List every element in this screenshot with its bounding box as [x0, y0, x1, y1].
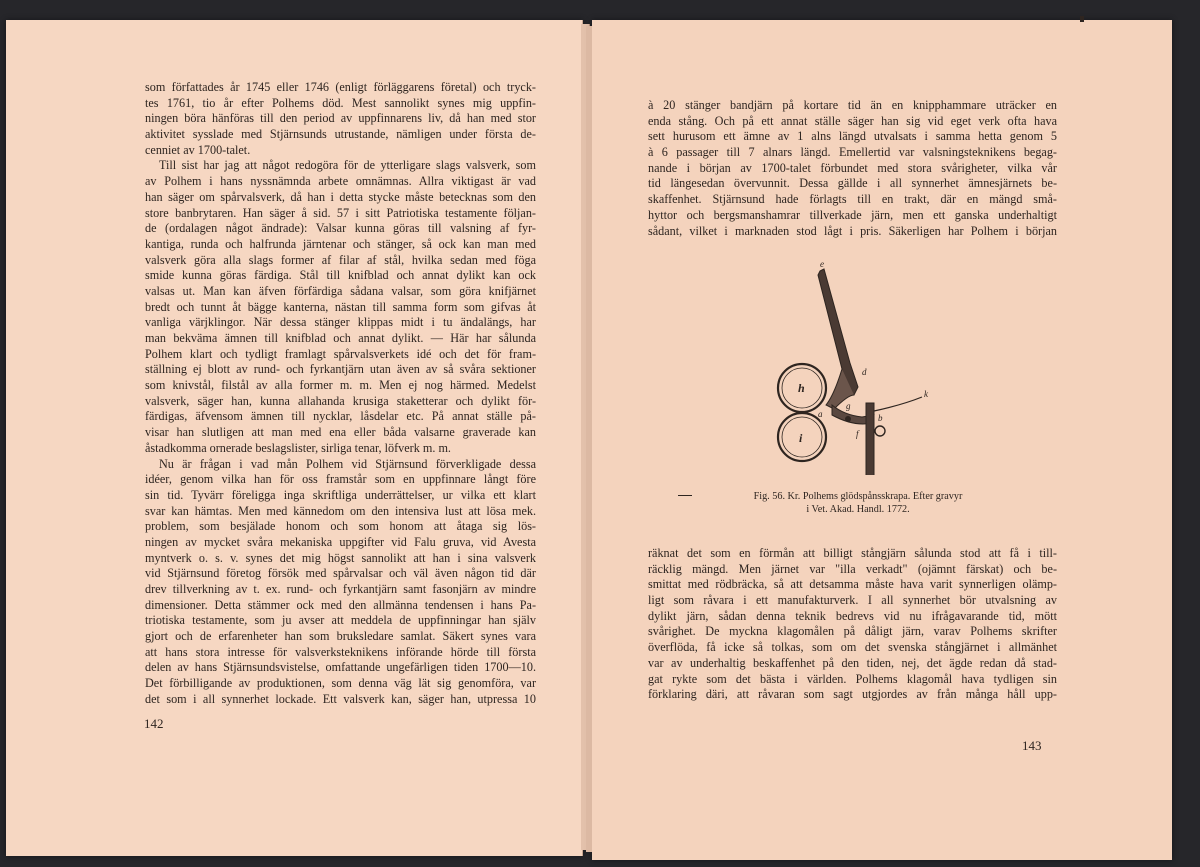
text-line: gat rykte som det bästa i världen. Polhems klagomål hava tydligen sin [648, 671, 1057, 686]
text-line: idéer, genom vilka han för oss framstår som en uppfinnare långt före [145, 472, 536, 487]
text-line: valsas ut. Man kan äfven förfärdiga sådana valsar, som göra knifjärnet [145, 283, 536, 298]
text-line: sådant, vilket i marknaden stod lågt i pris. Säkerligen har Polhem i början [648, 223, 1057, 238]
text-line: drev tillverkning av t. ex. rund- och fyrkantjärn samt fasonjärn av mindre [145, 582, 536, 596]
text-line: smittat med rödbräcka, så att detsamma måste hava varit synnerligen olämp- [648, 577, 1057, 592]
text-line: tid längesedan övervunnit. Dessa gällde i all synnerhet ämnesjärnets be- [648, 176, 1057, 191]
label-g: g [846, 401, 851, 411]
text-line: han säger om spårvalsverk, då han i detta stycke måste betecknas som den [145, 189, 536, 204]
text-line: av Polhem i hans nyssnämnda arbete omnämnas. Allra viktigast är vad [145, 174, 536, 189]
text-line: var av underhaltig beskaffenhet på den tiden, nej, det ägde redan då stad- [648, 655, 1057, 670]
text-line: dylikt järn, sådan denna teknik bedrevs vid nu ifrågavarande tid, mött [648, 608, 1057, 623]
figure-glodspansskrapa [762, 245, 962, 475]
text-line: räcklig mängd. Men järnet var "illa verkadt" (ojämnt färskat) och be- [648, 561, 1057, 576]
text-line: tes 1761, tio år efter Polhems död. Mest sannolikt synes mig uppfin- [145, 95, 536, 110]
text-line: nande i början av 1700-talet förbundet med stora svårigheter, vilka vår [648, 160, 1057, 175]
text-line: sett hurusom ett ämne av 1 alns längd utvalsats i samma hetta genom 5 [648, 129, 1057, 144]
figure-caption [668, 491, 1048, 516]
text-line: färdigas, äfvensom ämnen till nycklar, låsdelar etc. På annat ställe på- [145, 409, 536, 424]
text-line: svar kan hämtas. Men med kännedom om den intensiva lust att lösa mek. [145, 503, 536, 518]
text-line: kantiga, runda och halfrunda järntenar och stänger, så ock kan man med [145, 236, 536, 251]
text-line: problem, som besjälade honom och som honom att åtaga sig lös- [145, 519, 536, 534]
text-line: delen av hans Stjärnsundsvistelse, omfattande ungefärligen tiden 1700—10. [145, 660, 536, 675]
text-line: valsverk, säger han, kunna allahanda krusiga staketterar och dylikt för- [145, 393, 536, 408]
text-line: åstadkomma ornerade beslagslister, sirliga tenar, löfverk m. m. [145, 440, 451, 455]
text-line: cenniet av 1700-talet. [145, 142, 251, 157]
left-page-text [145, 80, 536, 708]
text-line: Till sist har jag att något redogöra för de ytterligare slags valsverk, som [159, 158, 536, 173]
text-line: valsverk göra alla slags former af filar af stål, hvilka sedan med föga [145, 252, 536, 267]
text-line: Nu är frågan i vad mån Polhem vid Stjärnsund förverkligade dessa [159, 456, 536, 471]
text-line: store banbrytaren. Han säger å sid. 57 i sitt Patriotiska testamente följan- [145, 205, 536, 220]
text-line: ställning ej blott av rund- och fyrkantjärn utan även av så svåra sektioner [145, 362, 536, 377]
text-line: triotiska testamente, som ju avser att meddela de uppfinningar han själv [145, 613, 536, 628]
page-number-right: 143 [1022, 738, 1042, 753]
text-line: de (ordalagen något ändrade): Valsar kunna göras till valsning af fyr- [145, 221, 536, 236]
text-line: skaffenhet. Stjärnsund hade förlagts till en trakt, där en mängd små- [648, 192, 1057, 207]
label-b: b [878, 413, 883, 423]
right-page [592, 20, 1172, 860]
left-page [6, 20, 583, 856]
label-e: e [820, 259, 824, 269]
text-line: hyttor och bergsmanshamrar tillverkade järn, men ett ganska underhaltigt [648, 207, 1057, 222]
text-line: Det förbilligande av produktionen, som denna väg lät sig genomföra, var [145, 676, 536, 691]
text-line: aktivitet sysslade med Stjärnsunds utrustande, nämligen under första de- [145, 127, 536, 142]
label-h: h [798, 381, 805, 395]
label-a: a [818, 409, 823, 419]
text-line: dimensioner. Detta stämmer ock med den allmänna tendensen i hans Pa- [145, 597, 536, 612]
text-line: smide kunna göras färdiga. Stål till knifblad och annat dylikt kan ock [145, 268, 536, 283]
text-line: som författades år 1745 eller 1746 (enligt förläggarens företal) och tryck- [145, 80, 536, 94]
text-line: visar han slutligen att man med ena eller båda valsarne graverade kan [145, 425, 536, 440]
text-line: myntverk o. s. v. synes det mig högst sannolikt att han i sina valsverk [145, 550, 536, 565]
label-i: i [799, 431, 803, 445]
corner-mark [1080, 16, 1084, 22]
text-line: man bekväma ämnen till knifblad och annat dylikt. — Här har sålunda [145, 331, 536, 345]
text-line: att hans stora intresse för valsverksteknikens införande hörde till första [145, 644, 536, 659]
text-line: à 6 passager till 7 alnars längd. Emellertid var valsningsteknikens begag- [648, 145, 1057, 160]
text-line: enda stång. Och på ett annat ställe säger han sig vid eget verk ofta hava [648, 113, 1057, 128]
pivot-ring [875, 426, 885, 436]
label-f: f [856, 429, 859, 439]
vertical-post [866, 403, 874, 475]
text-line: förklaring däri, att råvaran som sagt utgjordes av från många håll upp- [648, 687, 1057, 702]
label-k: k [924, 389, 928, 399]
right-page-top-text [648, 98, 1057, 239]
caption-line-1: Fig. 56. Kr. Polhems glödspånsskrapa. Efter gravyr [753, 491, 963, 502]
text-line: vanliga värjklingor. När dessa stänger klippas midt i tu ändalängs, har [145, 315, 536, 330]
text-line: ningen av mycket svåra mekaniska uppgifter vid Falu gruva, vid Avesta [145, 534, 536, 549]
text-line: à 20 stänger bandjärn på kortare tid än en knipphammare uträcker en [648, 98, 1057, 112]
caption-line-2: i Vet. Akad. Handl. 1772. [806, 503, 910, 515]
text-line: svårighet. De myckna klagomålen på dåligt järn, varav Polhems skrifter [648, 624, 1057, 639]
right-page-bottom-text [648, 546, 1057, 703]
text-line: ningen böra hänföras till den period av uppfinnarens liv, då han med stor [145, 111, 536, 126]
text-line: överflöda, få icke så tolkas, som om det svenska stångjärnet i allmänhet [648, 640, 1057, 655]
text-line: det som i all synnerhet lockade. Ett valsverk kan, säger han, utpressa 10 [145, 691, 536, 706]
text-line: bredt och tunnt åt bägge kanterna, nästan till samma form som gifvas åt [145, 299, 536, 314]
text-line: som knivstål, filstål av alla former m. m. Men ej nog härmed. Medelst [145, 378, 536, 393]
pivot-pin [845, 416, 851, 422]
text-line: räknat det som en förmån att billigt stångjärn sålunda stod att få i till- [648, 546, 1057, 560]
text-line: ligt som råvara i ett manufakturverk. I all synnerhet bör utvalsning av [648, 593, 1057, 608]
page-number-left: 142 [144, 716, 164, 731]
wire-k [874, 397, 922, 411]
text-line: Polhem klart och tydligt framlagt spårvalsverkets idé och det för fram- [145, 346, 536, 361]
text-line: sin tid. Tyvärr föreligga inga skriftliga underrättelser, ur vilka ett klart [145, 487, 536, 502]
text-line: vid Stjärnsund företog försök med spårvalsar och väl även någon tid där [145, 566, 536, 581]
text-line: gjort och de erfarenheter han som bruksledare samlat. Säkert synes vara [145, 629, 536, 644]
label-d: d [862, 367, 867, 377]
